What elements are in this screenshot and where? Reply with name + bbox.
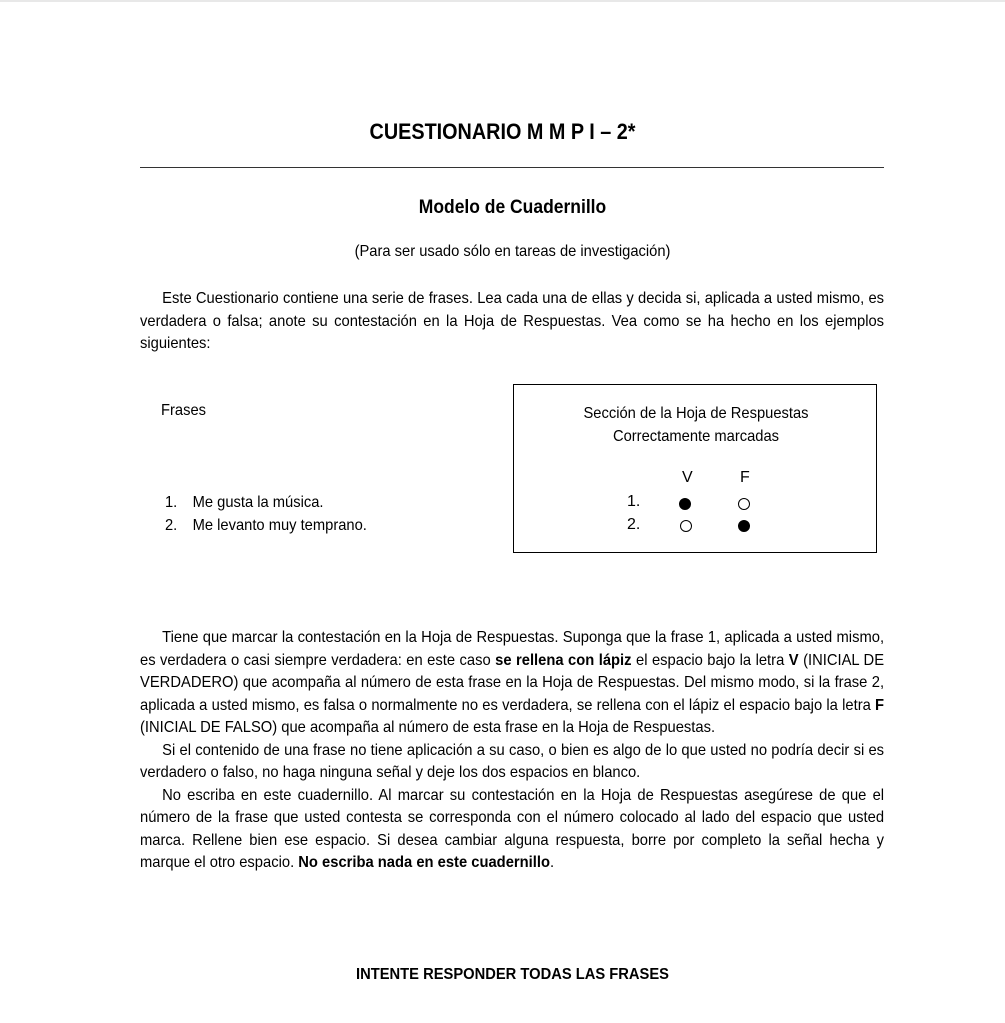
instructions-paragraph-2 <box>140 740 884 785</box>
answer-box-title <box>514 402 878 448</box>
document-subtitle: Modelo de Cuadernillo <box>418 197 607 218</box>
instructions-text: No escriba en este cuadernillo. Al marcar su contestación en la Hoja de Respuestas asegúrese de que el número de la frase que usted contesta se corresponda con el número colocado al lado del espacio que usted marca. Rellene bien ese espacio. Si desea cambiar alguna respuesta, borre por completo la señal hecha y marque el otro espacio. <box>140 786 885 871</box>
example-item <box>165 492 367 515</box>
example-text: Me levanto muy temprano. <box>192 516 367 534</box>
instructions-bold: F <box>875 696 885 714</box>
instructions-bold: No escriba nada en este cuadernillo <box>298 854 550 871</box>
answer-box-title-line2: Correctamente marcadas <box>612 428 780 445</box>
frases-label: Frases <box>161 402 206 419</box>
instructions-bold: V <box>788 651 799 669</box>
instructions-text: (INICIAL DE FALSO) que acompaña al número de esta frase en la Hoja de Respuestas. <box>140 719 716 736</box>
usage-note: (Para ser usado sólo en tareas de investigación) <box>354 243 671 260</box>
example-text: Me gusta la música. <box>192 494 324 511</box>
closing-instruction: INTENTE RESPONDER TODAS LAS FRASES <box>356 966 669 983</box>
instructions-text: Tiene que marcar la contestación en la Hoja de Respuestas. Suponga que la frase 1, aplicada a usted mismo, es verdadera o casi siempre verdadera: en este caso <box>140 629 885 669</box>
column-f-header: F <box>740 469 750 486</box>
answer-bubble-2-v <box>680 520 692 532</box>
example-number: 2. <box>165 516 178 534</box>
instructions-paragraph-1 <box>140 627 884 740</box>
answer-bubble-2-f <box>738 520 750 532</box>
intro-text: Este Cuestionario contiene una serie de frases. Lea cada una de ellas y decida si, aplicada a usted mismo, es verdadera o falsa; anote su contestación en la Hoja de Respuestas. Vea como se ha hecho en los ejemplos siguientes: <box>140 290 885 352</box>
instructions-bold: se rellena con lápiz <box>495 651 632 669</box>
instructions-text: Si el contenido de una frase no tiene aplicación a su caso, o bien es algo de lo que usted no podría decir si es verdadero o falso, no haga ninguna señal y deje los dos espacios en blanco. <box>140 741 885 781</box>
top-border <box>0 0 1005 2</box>
answer-sheet-sample-box <box>513 384 877 553</box>
document-title: CUESTIONARIO M M P I – 2* <box>369 119 636 144</box>
answer-row-number: 2. <box>627 516 641 533</box>
instructions-text: (INICIAL DE VERDADERO) que acompaña al número de esta frase en la Hoja de Respuestas. Del mismo modo, si la frase 2, aplicada a usted mismo, es falsa o normalmente no es verdadera, se rellena con el lápiz el espacio bajo la letra <box>140 651 885 714</box>
title-divider <box>140 167 884 168</box>
instructions-block <box>140 627 884 875</box>
example-number: 1. <box>165 494 178 511</box>
instructions-text: . <box>549 854 555 871</box>
column-v-header: V <box>682 469 693 486</box>
answer-bubble-1-f <box>738 498 750 510</box>
instructions-text: el espacio bajo la letra <box>631 651 789 669</box>
answer-box-title-line1: Sección de la Hoja de Respuestas <box>583 405 809 422</box>
instructions-paragraph-3 <box>140 785 884 875</box>
example-item <box>165 515 367 538</box>
example-list <box>165 492 367 537</box>
answer-row-number: 1. <box>627 493 641 510</box>
intro-paragraph <box>140 288 884 356</box>
answer-bubble-1-v <box>679 498 691 510</box>
